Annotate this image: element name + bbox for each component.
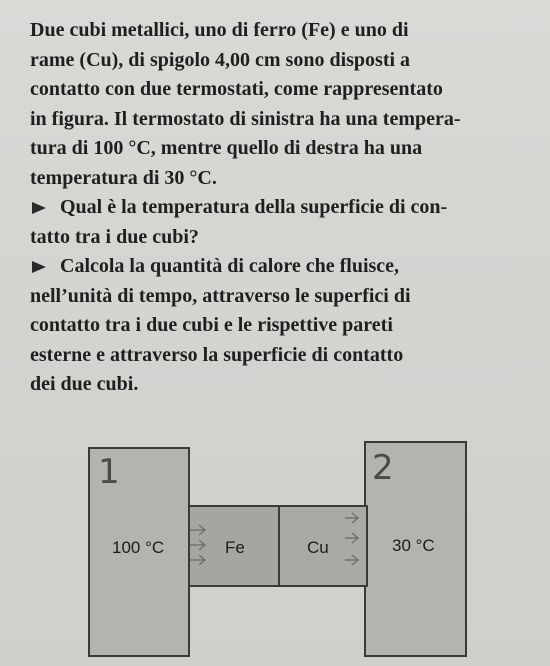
question-line: tatto tra i due cubi? [30,225,199,248]
question-line: contatto tra i due cubi e le rispettive pareti [30,314,393,336]
right-temperature-label: 30 °C [392,536,435,555]
heat-flow-arrow-icon [345,555,358,565]
heat-flow-arrow-icon [190,525,205,535]
question-line: nell’unità di tempo, attraverso le superfici di [30,284,411,307]
question-line: Qual è la temperatura della superficie di con- [60,196,448,218]
heat-flow-arrow-icon [190,555,205,565]
statement-line: temperatura di 30 °C. [30,166,217,189]
question-line: esterne e attraverso la superficie di contatto [30,343,404,366]
handwritten-number-2: 2 [372,448,394,488]
iron-label: Fe [225,538,245,557]
copper-label: Cu [307,538,329,557]
heat-flow-arrow-icon [190,540,205,550]
question-line: dei due cubi. [30,373,139,395]
question-line: Calcola la quantità di calore che fluisce, [60,255,400,277]
statement-line: tura di 100 °C, mentre quello di destra ha una [30,137,423,159]
statement-line: Due cubi metallici, uno di ferro (Fe) e uno di [30,19,409,41]
handwritten-number-1: 1 [98,452,120,492]
heat-flow-arrow-icon [345,533,358,543]
statement-line: in figura. Il termostato di sinistra ha una tempera- [30,107,461,130]
statement-line: contatto con due termostati, come rappresentato [30,78,443,100]
statement-line: rame (Cu), di spigolo 4,00 cm sono disposti a [30,48,411,71]
left-temperature-label: 100 °C [112,538,165,557]
heat-flow-arrow-icon [345,513,358,523]
